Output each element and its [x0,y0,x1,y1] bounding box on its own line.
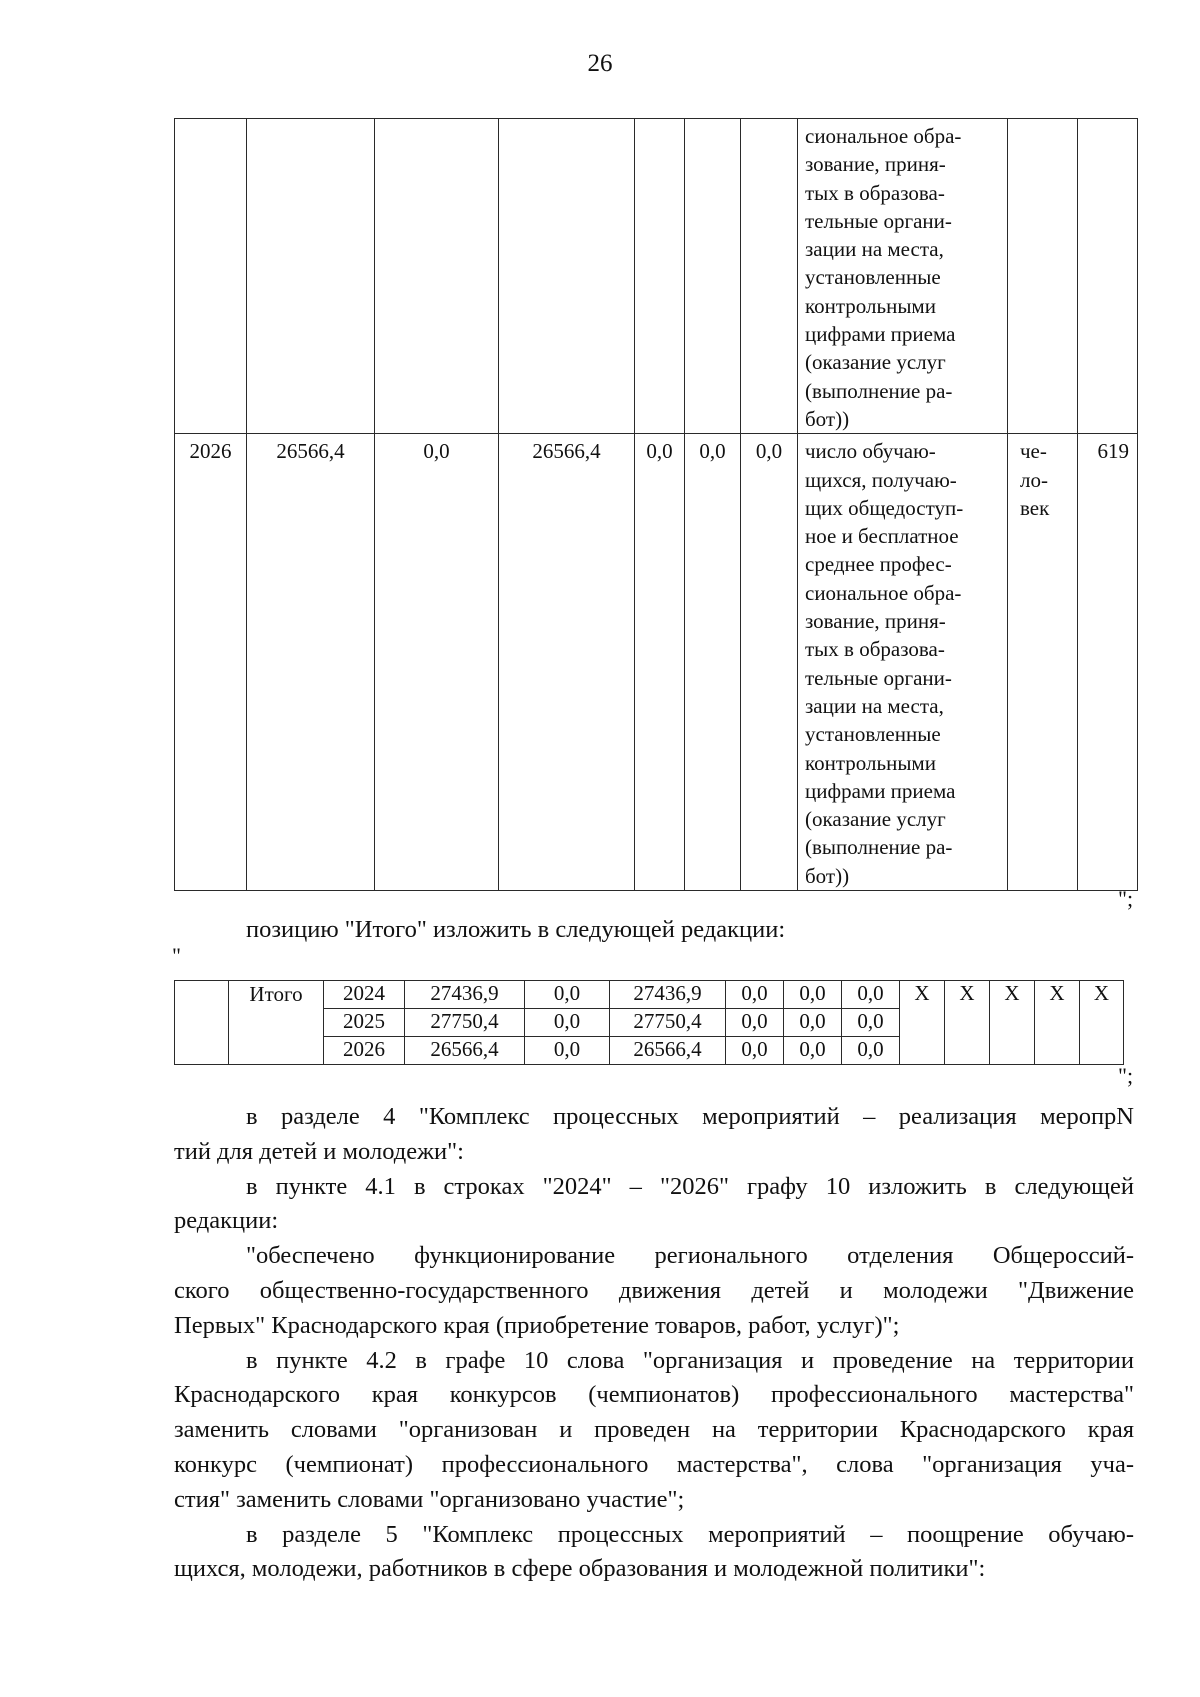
value-cell: 0,0 [784,1009,842,1037]
continuation-table [174,118,1138,891]
value-cell: 0,0 [842,1009,900,1037]
table-row [175,981,1124,1009]
text-line: в пункте 4.2 в графе 10 слова "организация и проведение на территории [246,1346,1134,1374]
unit-cell: че- ло- век [1008,434,1078,891]
value-cell: 0,0 [842,1037,900,1065]
value-cell: 0,0 [784,981,842,1009]
text-line: "обеспечено функционирование регионального отделения Общероссий- [246,1242,1134,1270]
x-mark-cell: Х [1035,981,1080,1065]
text-line: редакции: [174,1207,279,1235]
total-cell: 26566,4 [247,434,375,891]
year-cell: 2026 [324,1037,405,1065]
text-line: в разделе 5 "Комплекс процессных мероприятий – поощрение обучаю- [246,1520,1134,1548]
x-mark-cell: Х [1080,981,1124,1065]
total-cell: 27750,4 [405,1009,525,1037]
body-text [174,1100,1134,1587]
x-mark-cell: Х [990,981,1035,1065]
text-line: тий для детей и молодежи": [174,1137,464,1165]
value-cell: 619 [1078,434,1138,891]
value-cell: 27436,9 [610,981,726,1009]
text-line: щихся, молодежи, работников в сфере образования и молодежной политики": [174,1555,986,1583]
value-cell: 0,0 [726,981,784,1009]
text-line: заменить словами "организован и проведен на территории Краснодарского края [174,1416,1134,1444]
value-cell: 26566,4 [499,434,635,891]
value-cell: 0,0 [842,981,900,1009]
page-number: 26 [587,50,613,77]
value-cell: 26566,4 [610,1037,726,1065]
text-line: конкурс (чемпионат) профессионального мастерства", слова "организация уча- [174,1450,1134,1478]
total-cell: 26566,4 [405,1037,525,1065]
value-cell: 0,0 [525,1037,610,1065]
value-cell: 0,0 [635,434,685,891]
value-cell: 0,0 [726,1009,784,1037]
year-cell: 2026 [175,434,247,891]
text-line: ского общественно-государственного движения детей и молодежи "Движение [174,1276,1134,1304]
year-cell: 2024 [324,981,405,1009]
text-line: стия" заменить словами "организовано участие"; [174,1485,685,1513]
text-line: Краснодарского края конкурсов (чемпионатов) профессионального мастерства" [174,1381,1134,1409]
itogo-label: Итого [229,981,324,1065]
value-cell: 0,0 [375,434,499,891]
value-cell: 0,0 [685,434,741,891]
x-mark-cell: Х [900,981,945,1065]
text-line: Первых" Краснодарского края (приобретение товаров, работ, услуг)"; [174,1311,900,1339]
value-cell: 0,0 [525,981,610,1009]
year-cell: 2025 [324,1009,405,1037]
value-cell: 0,0 [741,434,798,891]
closing-quote: "; [1118,886,1134,911]
value-cell: 0,0 [726,1037,784,1065]
value-cell: 0,0 [525,1009,610,1037]
opening-quote: " [172,943,181,968]
table-row [175,119,1138,434]
itogo-table [174,980,1124,1065]
text-line: в разделе 4 "Комплекс процессных мероприятий – реализация меропрN [246,1103,1134,1130]
itogo-intro: позицию "Итого" изложить в следующей редакции: [246,916,786,943]
text-line: в пункте 4.1 в строках "2024" – "2026" графу 10 изложить в следующей [246,1172,1134,1200]
value-cell: 27750,4 [610,1009,726,1037]
closing-quote: "; [1118,1063,1134,1088]
x-mark-cell: Х [945,981,990,1065]
description-cell: сиональное обра- зование, приня- тых в образова- тельные органи- зации на места, установленные контрольными цифрами приема (оказание услуг (выполнение ра- бот)) [798,119,1008,434]
value-cell: 0,0 [784,1037,842,1065]
description-cell: число обучаю- щихся, получаю- щих общедоступ- ное и бесплатное среднее профес- сиональное обра- зование, приня- тых в образова- тельные органи- зации на места, установленные контрольными цифрами приема (оказание услуг (выполнение ра- бот)) [798,434,1008,891]
total-cell: 27436,9 [405,981,525,1009]
table-row-2026 [175,434,1138,891]
